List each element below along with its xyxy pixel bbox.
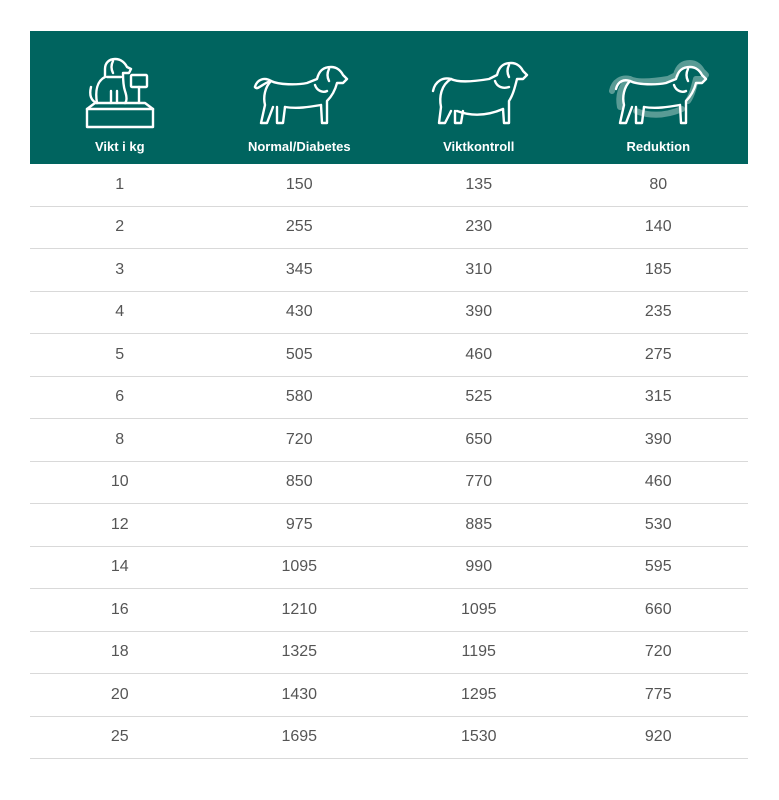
table-row — [30, 547, 748, 590]
header-label-weight-control: Viktkontroll — [443, 139, 515, 154]
cell-weight-control: 1530 — [460, 728, 497, 746]
cell-normal: 975 — [285, 515, 313, 533]
cell-reduction: 185 — [644, 260, 672, 278]
cell-weight-control: 135 — [465, 175, 493, 193]
cell-normal: 580 — [285, 388, 313, 406]
cell-reduction: 315 — [644, 388, 672, 406]
cell-weight-control: 650 — [465, 430, 493, 448]
dog-heavy-icon — [427, 57, 531, 133]
cell-weight-control: 525 — [465, 388, 493, 406]
cell-weight-control: 990 — [465, 558, 493, 576]
cell-normal: 720 — [285, 430, 313, 448]
table-row — [30, 632, 748, 675]
cell-normal: 1430 — [281, 685, 318, 703]
cell-normal: 430 — [285, 303, 313, 321]
cell-reduction: 920 — [644, 728, 672, 746]
dog-on-scale-icon — [83, 51, 157, 133]
cell-reduction: 720 — [644, 643, 672, 661]
cell-reduction: 390 — [644, 430, 672, 448]
table-row — [30, 334, 748, 377]
table-row — [30, 419, 748, 462]
cell-weight-control: 460 — [465, 345, 493, 363]
feeding-table — [30, 31, 748, 759]
cell-reduction: 140 — [644, 218, 672, 236]
cell-weight: 10 — [110, 473, 129, 491]
table-row — [30, 377, 748, 420]
header-cell-weight — [30, 31, 210, 164]
header-cell-normal — [210, 31, 390, 164]
cell-weight: 1 — [115, 175, 125, 193]
cell-weight: 20 — [110, 685, 129, 703]
table-row — [30, 164, 748, 207]
cell-reduction: 775 — [644, 685, 672, 703]
table-row — [30, 674, 748, 717]
cell-weight: 5 — [115, 345, 125, 363]
cell-reduction: 595 — [644, 558, 672, 576]
table-row — [30, 589, 748, 632]
cell-normal: 1095 — [281, 558, 318, 576]
cell-normal: 345 — [285, 260, 313, 278]
cell-weight: 2 — [115, 218, 125, 236]
cell-weight: 16 — [110, 600, 129, 618]
table-row — [30, 249, 748, 292]
cell-reduction: 460 — [644, 473, 672, 491]
header-label-normal: Normal/Diabetes — [247, 139, 351, 154]
cell-weight: 4 — [115, 303, 125, 321]
table-row — [30, 292, 748, 335]
table-header — [30, 31, 748, 164]
cell-weight-control: 1295 — [460, 685, 497, 703]
cell-reduction: 275 — [644, 345, 672, 363]
cell-weight-control: 1195 — [461, 643, 496, 661]
cell-weight-control: 770 — [465, 473, 493, 491]
header-cell-weight-control — [389, 31, 569, 164]
cell-normal: 1325 — [281, 643, 318, 661]
cell-reduction: 235 — [644, 303, 672, 321]
cell-normal: 505 — [285, 345, 313, 363]
cell-reduction: 80 — [649, 175, 668, 193]
cell-normal: 255 — [285, 218, 313, 236]
cell-weight: 8 — [115, 430, 125, 448]
table-row — [30, 504, 748, 547]
dog-normal-icon — [247, 57, 351, 133]
cell-reduction: 660 — [644, 600, 672, 618]
table-row — [30, 462, 748, 505]
cell-weight: 6 — [115, 388, 125, 406]
cell-normal: 1695 — [281, 728, 318, 746]
cell-weight-control: 310 — [465, 260, 493, 278]
cell-weight: 12 — [110, 515, 129, 533]
cell-normal: 150 — [285, 175, 313, 193]
cell-weight-control: 230 — [465, 218, 493, 236]
cell-weight-control: 390 — [465, 303, 493, 321]
cell-weight-control: 1095 — [460, 600, 497, 618]
header-label-reduction: Reduktion — [626, 139, 691, 154]
cell-normal: 1210 — [281, 600, 318, 618]
table-body — [30, 164, 748, 759]
header-cell-reduction — [569, 31, 749, 164]
header-label-weight: Vikt i kg — [94, 139, 145, 154]
table-row — [30, 207, 748, 250]
table-row — [30, 717, 748, 760]
cell-weight-control: 885 — [465, 515, 493, 533]
cell-reduction: 530 — [644, 515, 672, 533]
cell-normal: 850 — [285, 473, 313, 491]
cell-weight: 25 — [110, 728, 129, 746]
cell-weight: 3 — [115, 260, 125, 278]
cell-weight: 18 — [110, 643, 129, 661]
cell-weight: 14 — [110, 558, 129, 576]
dog-reduction-icon — [606, 57, 710, 133]
